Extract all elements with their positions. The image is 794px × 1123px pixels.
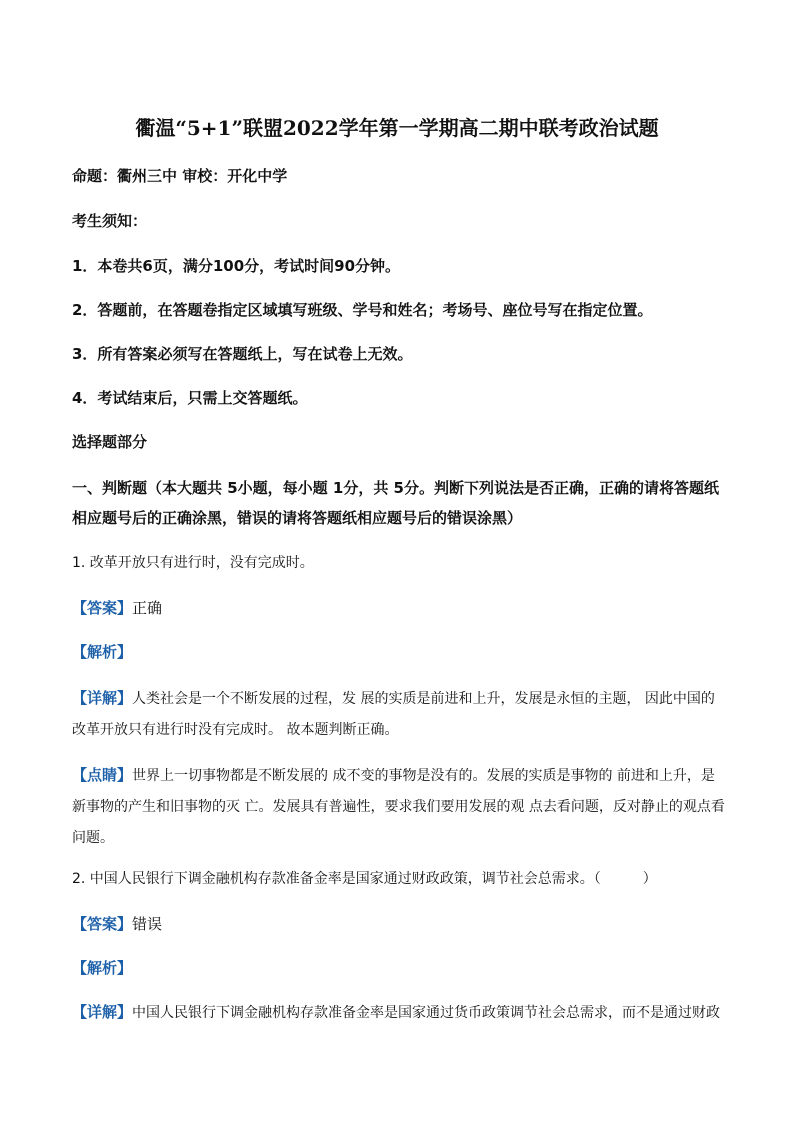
question-1-text: 1. 改革开放只有进行时，没有完成时。 [72,555,314,571]
notice-item-3: 3．所有答案必须写在答题纸上，写在试卷上无效。 [72,345,413,363]
detail-label: 【详解】 [72,1003,133,1021]
answer-value: 正确 [132,599,163,617]
analysis-label: 【解析】 [72,643,133,661]
answer-label: 【答案】 [72,599,133,617]
question-2-detail [72,1001,728,1024]
detail-label: 【详解】 [72,689,133,707]
question-1-analysis [72,641,728,663]
detail-text: 人类社会是一个不断发展的过程，发 展的实质是前进和上升，发展是永恒的主题， 因此中国的改革开放只有进行时没有完成时。 故本题判断正确。 [72,691,715,738]
page-title: 衢温“5+1”联盟2022学年第一学期高二期中联考政治试题 [135,116,659,140]
question-1-answer [72,597,728,619]
section-label: 选择题部分 [72,433,148,451]
analysis-label: 【解析】 [72,959,133,977]
answer-label: 【答案】 [72,915,133,933]
comment-text: 世界上一切事物都是不断发展的 成不变的事物是没有的。发展的实质是事物的 前进和上升，是新事物的产生和旧事物的灭 亡。发展具有普遍性，要求我们要用发展的观 点去看问题，反对静止的观点看问题。 [72,768,725,846]
question-2-analysis [72,957,728,979]
answer-value: 错误 [132,915,163,933]
question-2-answer [72,913,728,935]
notice-item-4: 4．考试结束后，只需上交答题纸。 [72,389,308,407]
question-1-detail [72,683,728,745]
part-heading: 一、判断题（本大题共 5小题，每小题 1分，共 5分。判断下列说法是否正确，正确的请将答题纸相应题号后的正确涂黑，错误的请将答题纸相应题号后的错误涂黑） [72,479,719,527]
question-1-comment [72,760,728,853]
notice-heading: 考生须知： [72,212,148,230]
notice-item-1: 1．本卷共6页，满分100分，考试时间90分钟。 [72,257,401,275]
detail-text: 中国人民银行下调金融机构存款准备金率是国家通过货币政策调节社会总需求，而不是通过财政 [132,1005,721,1021]
comment-label: 【点睛】 [72,766,133,784]
question-2-text: 2. 中国人民银行下调金融机构存款准备金率是国家通过财政政策，调节社会总需求。（ ） [72,871,657,887]
meta-line: 命题：衢州三中 审校：开化中学 [72,167,288,185]
notice-item-2: 2．答题前，在答题卷指定区域填写班级、学号和姓名；考场号、座位号写在指定位置。 [72,301,653,319]
